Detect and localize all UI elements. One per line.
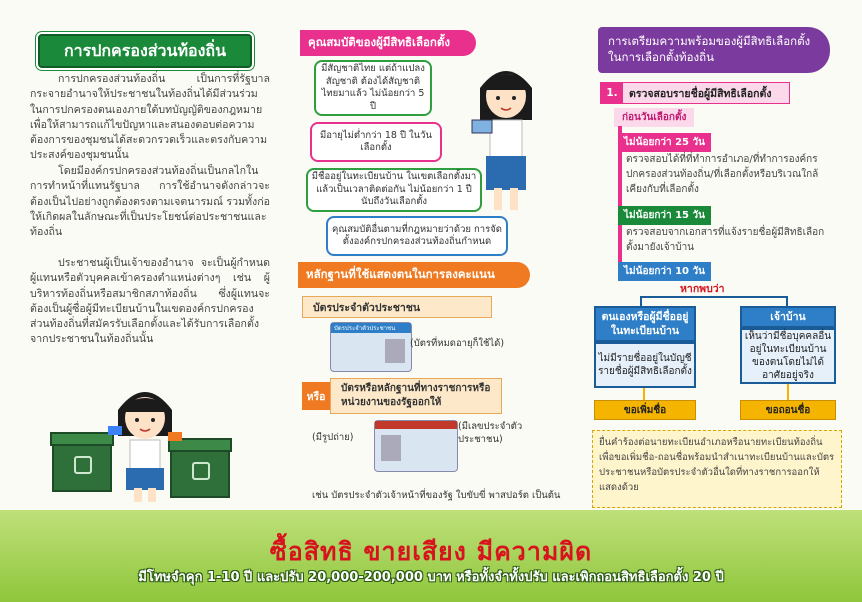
- gov-card-image: [374, 420, 458, 472]
- qualification-residence: มีชื่ออยู่ในทะเบียนบ้าน ในเขตเลือกตั้งมาแล้วเป็นเวลาติดต่อกัน ไม่น้อยกว่า 1 ปีนับถึงวันเลือกตั้ง: [306, 168, 482, 212]
- id-card-image: [330, 322, 412, 372]
- evidence-example: เช่น บัตรประจำตัวเจ้าหน้าที่ของรัฐ ใบขับขี่ พาสปอร์ต เป็นต้น: [312, 490, 561, 501]
- deadline-25-text: ตรวจสอบได้ที่ที่ทำการอำเภอ/ที่ทำการองค์กรปกครองส่วนท้องถิ่น/ที่เลือกตั้งหรือบริเวณใกล้เคียงกับที่เลือกตั้ง: [626, 154, 819, 195]
- qualification-banner: คุณสมบัติของผู้มีสิทธิเลือกตั้ง: [300, 30, 476, 56]
- case-house-owner: เจ้าบ้าน: [740, 306, 836, 328]
- girl-with-id-card-icon: [468, 58, 544, 218]
- id-photo-icon: [385, 339, 405, 363]
- qualification-nationality: มีสัญชาติไทย แต่ถ้าแปลงสัญชาติ ต้องได้สัญชาติไทยมาแล้ว ไม่น้อยกว่า 5 ปี: [314, 60, 432, 116]
- step-number: 1.: [601, 83, 623, 103]
- qualification-age: มีอายุไม่ต่ำกว่า 18 ปี ในวันเลือกตั้ง: [310, 122, 442, 162]
- voting-illustration: [40, 380, 280, 505]
- or-badge: หรือ: [302, 382, 330, 410]
- step-check-voter-list: [600, 82, 790, 104]
- deadline-15-days: ไม่น้อยกว่า 15 วัน: [618, 206, 711, 225]
- request-add-name-label: ขอเพิ่มชื่อ: [594, 400, 696, 420]
- if-found-label: หากพบว่า: [680, 283, 725, 295]
- id-number-note: (มีเลขประจำตัว ประชาชน): [458, 421, 523, 445]
- step-label: ตรวจสอบรายชื่อผู้มีสิทธิเลือกตั้ง: [629, 87, 772, 100]
- evidence-banner: หลักฐานที่ใช้แสดงตนในการลงคะแนน: [298, 262, 530, 288]
- preparation-banner: การเตรียมความพร้อมของผู้มีสิทธิเลือกตั้ง ในการเลือกตั้งท้องถิ่น: [598, 27, 830, 73]
- girl-voter-icon: [100, 380, 190, 505]
- anti-vote-buying-slogan: ซื้อสิทธิ ขายเสียง มีความผิด: [269, 537, 593, 566]
- case-self-or-household: ตนเองหรือผู้มีชื่ออยู่ในทะเบียนบ้าน: [594, 306, 696, 342]
- paragraph-mechanism: โดยมีองค์กรปกครองส่วนท้องถิ่นเป็นกลไกในการทำหน้าที่แทนรัฐบาล การใช้อำนาจดังกล่าวจะต้องเป็นไปอย่างถูกต้องตรงตามเจตนารมณ์ รวมทั้งก่อให้เกิดผลในลักษณะที่เป็นประโยชน์ต่อประชาชนและท้องถิ่น: [30, 165, 270, 239]
- penalty-text: มีโทษจำคุก 1-10 ปี และปรับ 20,000-200,000 บาท หรือทั้งจำทั้งปรับ และเพิกถอนสิทธิเลือกตั้ง 20 ปี: [138, 570, 724, 585]
- id-photo-icon: [381, 435, 401, 461]
- case-owner-description: เห็นว่ามีชื่อบุคคลอื่นอยู่ในทะเบียนบ้านของตนโดยไม่ได้อาศัยอยู่จริง: [740, 328, 836, 384]
- qualification-other-law: คุณสมบัติอื่นตามที่กฎหมายว่าด้วย การจัดตั้งองค์กรปกครองส่วนท้องถิ่นกำหนด: [326, 216, 508, 256]
- doc-gov-issued: บัตรหรือหลักฐานที่ทางราชการหรือ หน่วยงานของรัฐออกให้: [330, 378, 502, 414]
- paragraph-citizens: ประชาชนผู้เป็นเจ้าของอำนาจ จะเป็นผู้กำหนดผู้แทนหรือตัวบุคคลเข้าครองตำแหน่งต่างๆ เช่น ผู้บริหารท้องถิ่นหรือสมาชิกสภาท้องถิ่น ซึ่งผู้แทนจะต้องเป็นผู้ซื่อผู้มีทะเบียนบ้านในเขตองค์กรปกครองส่วนท้องถิ่นที่สมัครรับเลือกตั้งและได้รับการเลือกตั้งจากประชาชนในท้องถิ่นนั้น: [30, 257, 270, 346]
- doc-national-id: บัตรประจำตัวประชาชน: [302, 296, 492, 318]
- id-card-header: บัตรประจำตัวประชาชน: [331, 323, 411, 333]
- deadline-25-days: ไม่น้อยกว่า 25 วัน: [618, 133, 711, 152]
- doc1-note: (บัตรที่หมดอายุก็ใช้ได้): [410, 338, 505, 349]
- deadline-15-text: ตรวจสอบจากเอกสารที่แจ้งรายชื่อผู้มีสิทธิเลือกตั้งมายังเจ้าบ้าน: [626, 227, 825, 253]
- photo-note: (มีรูปถ่าย): [312, 432, 354, 443]
- before-election-label: ก่อนวันเลือกตั้ง: [614, 108, 694, 127]
- request-procedure-note: ยื่นคำร้องต่อนายทะเบียนอำเภอหรือนายทะเบียนท้องถิ่นเพื่อขอเพิ่มชื่อ-ถอนชื่อพร้อมนำสำเนาทะเบียนบ้านและบัตรประชาชนหรือบัตรประจำตัวอื่นใดที่ทางราชการออกให้แสดงด้วย: [592, 430, 842, 508]
- request-remove-name-label: ขอถอนชื่อ: [740, 400, 836, 420]
- section-title-local-government: การปกครองส่วนท้องถิ่น: [38, 34, 252, 68]
- deadline-10-days: ไม่น้อยกว่า 10 วัน: [618, 262, 711, 281]
- case-self-description: ไม่มีรายชื่ออยู่ในบัญชีรายชื่อผู้มีสิทธิเลือกตั้ง: [594, 342, 696, 388]
- paragraph-intro: การปกครองส่วนท้องถิ่น เป็นการที่รัฐบาลกระจายอำนาจให้ประชาชนในท้องถิ่นได้มีส่วนร่วมในการปกครองตนเองภายใต้บทบัญญัติของกฎหมาย เพื่อให้สามารถแก้ไขปัญหาและสนองตอบต่อความต้องการของชุมชนได้สะดวกรวดเร็วและตรงกับความประสงค์ของชุมชนนั้น: [30, 73, 270, 162]
